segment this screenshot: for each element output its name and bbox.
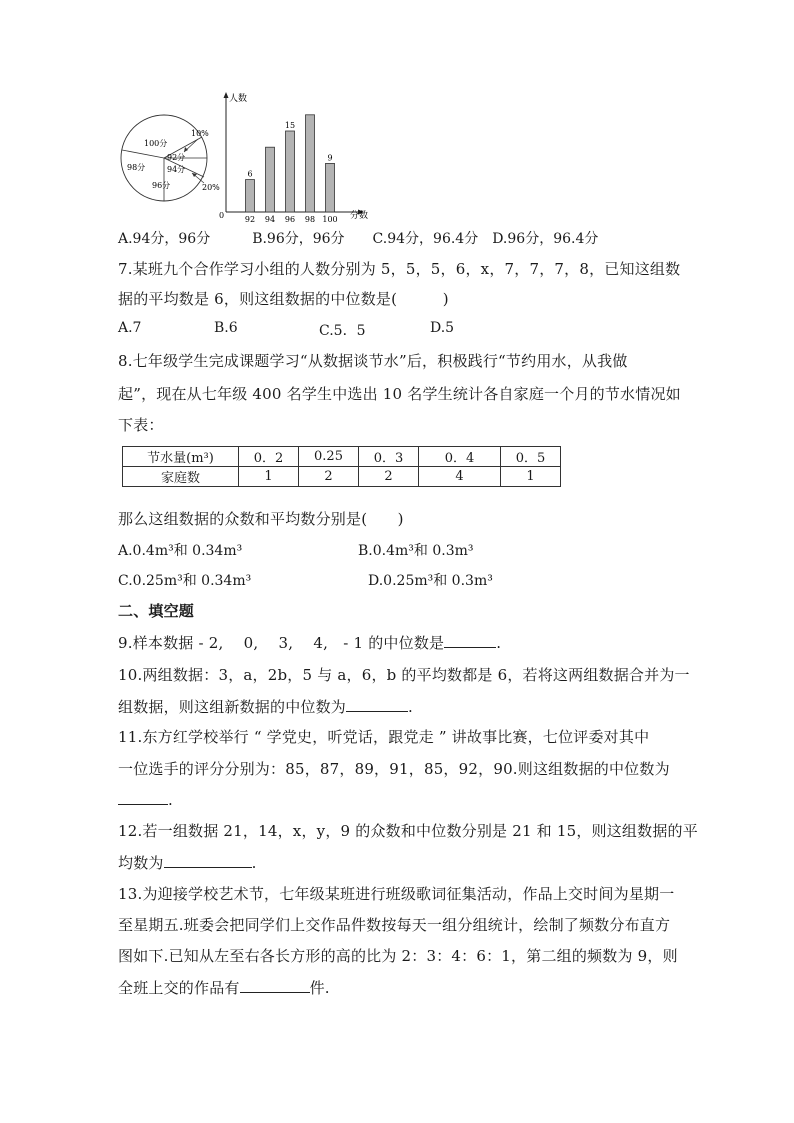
q13-line-3: 图如下.已知从左至右各长方形的高的比为 2：3：4：6：1，第二组的频数为 9，则: [118, 947, 678, 965]
y-axis-label: 人数: [229, 94, 248, 104]
x-axis-label: 分数: [350, 211, 369, 221]
q13-line-2: 至星期五.班委会把同学们上交作品件数按每天一组分组统计，绘制了频数分布直方: [118, 916, 671, 934]
q7-option-c: C.5．5: [319, 323, 366, 339]
q11-line-2: 一位选手的评分分别为：85，87，89，91，85，92，90.则这组数据的中位数为: [118, 760, 670, 778]
x-tick-label-98: 98: [304, 215, 316, 222]
q8-option-d: D.0.25m³和 0.3m³: [368, 573, 493, 589]
q10-text: 组数据，则这组新数据的中位数为: [118, 698, 347, 716]
table-cell: 0．4: [419, 447, 501, 467]
q10-line-1: 10.两组数据：3，a，2b，5 与 a，6，b 的平均数都是 6，若将这两组数据合并为一: [118, 666, 690, 684]
x-tick-label-92: 92: [244, 215, 256, 222]
table-header-cell: 家庭数: [123, 467, 239, 487]
q8-question: 那么这组数据的众数和平均数分别是( ): [118, 510, 404, 528]
q11-answer-blank[interactable]: [118, 790, 168, 805]
q8-line-1: 8.七年级学生完成课题学习“从数据谈节水”后，积极践行“节约用水，从我做: [118, 352, 628, 370]
q11-line-3: [118, 790, 173, 809]
q12-answer-blank[interactable]: [164, 853, 252, 868]
q7-option-b: B.6: [214, 320, 238, 336]
q12-text: 均数为: [118, 854, 164, 872]
q12-line-2: [118, 852, 257, 873]
x-tick-label-96: 96: [284, 215, 296, 222]
water-saving-table: [122, 446, 561, 487]
q13-line-4: [118, 977, 330, 998]
q10-answer-blank[interactable]: [346, 697, 408, 712]
q11-line-1: 11.东方红学校举行 “ 学党史，听党话，跟党走 ” 讲故事比赛，七位评委对其中: [118, 728, 650, 746]
q9-line: [118, 632, 501, 653]
y-axis-arrow: [224, 92, 229, 98]
origin-label: 0: [219, 211, 225, 220]
data-label-92: 6: [247, 169, 253, 179]
q13-answer-blank[interactable]: [240, 978, 310, 993]
table-cell: 1: [239, 467, 299, 487]
pie-label-96: 96分: [152, 181, 171, 190]
q12-end: .: [251, 854, 257, 872]
q11-end: .: [168, 791, 173, 809]
bar-chart: [219, 92, 368, 222]
q9-answer-blank[interactable]: [444, 633, 496, 648]
pie-label-100: 100分: [144, 139, 168, 148]
table-cell: 0．5: [501, 447, 561, 467]
table-cell: 0．3: [359, 447, 419, 467]
q8-option-a: A.0.4m³和 0.34m³: [118, 543, 243, 559]
table-cell: 2: [359, 467, 419, 487]
q8-line-2: 起”，现在从七年级 400 名学生中选出 10 名学生统计各自家庭一个月的节水情况如: [118, 385, 681, 403]
q13-text: 全班上交的作品有: [118, 979, 240, 997]
q8-line-3: 下表：: [118, 416, 164, 434]
q7-line-1: 7.某班九个合作学习小组的人数分别为 5，5，5，6，x，7，7，7，8，已知这组数: [118, 260, 681, 278]
statistics-figure: [118, 90, 378, 222]
pie-chart: [121, 115, 220, 201]
q10-end: .: [408, 698, 413, 716]
table-cell: 0.25: [299, 447, 359, 467]
q13-end: 件.: [309, 979, 330, 997]
data-label-96: 15: [284, 121, 296, 130]
table-cell: 2: [299, 467, 359, 487]
q7-option-d: D.5: [430, 320, 455, 336]
table-cell: 0．2: [239, 447, 299, 467]
pie-label-92: 92分: [167, 153, 186, 162]
bar-100: [326, 163, 335, 212]
table-header-cell: 节水量(m³): [123, 447, 239, 467]
q7-line-2: 据的平均数是 6，则这组数据的中位数是( ): [118, 290, 449, 308]
q7-option-a: A.7: [118, 320, 142, 336]
q8-option-b: B.0.4m³和 0.3m³: [358, 543, 474, 559]
table-cell: 1: [501, 467, 561, 487]
section-heading: 二、填空题: [118, 602, 195, 620]
table-row: [123, 467, 561, 487]
q12-line-1: 12.若一组数据 21，14，x，y，9 的众数和中位数分别是 21 和 15，则这组数据的平: [118, 822, 698, 840]
bar-94: [266, 147, 275, 212]
table-cell: 4: [419, 467, 501, 487]
q13-line-1: 13.为迎接学校艺术节，七年级某班进行班级歌词征集活动，作品上交时间为星期一: [118, 885, 675, 903]
pie-annotation-20: 20%: [202, 183, 220, 192]
q8-option-c: C.0.25m³和 0.34m³: [118, 573, 252, 589]
pie-annotation-10: 10%: [191, 129, 209, 138]
x-tick-label-100: 100: [322, 215, 338, 222]
q9-text: 9.样本数据 - 2, 0, 3, 4, - 1 的中位数是: [118, 634, 445, 652]
bar-96: [286, 131, 295, 212]
table-row: [123, 447, 561, 467]
q10-line-2: [118, 696, 413, 717]
x-tick-label-94: 94: [264, 215, 276, 222]
pie-label-94: 94分: [167, 165, 186, 174]
bar-98: [306, 115, 315, 212]
pie-label-98: 98分: [127, 163, 146, 172]
q6-options: A.94分，96分 B.96分，96分 C.94分，96.4分 D.96分，96.4分: [118, 231, 599, 247]
q9-end: .: [496, 634, 502, 652]
bar-92: [246, 180, 255, 212]
data-label-100: 9: [327, 153, 333, 163]
